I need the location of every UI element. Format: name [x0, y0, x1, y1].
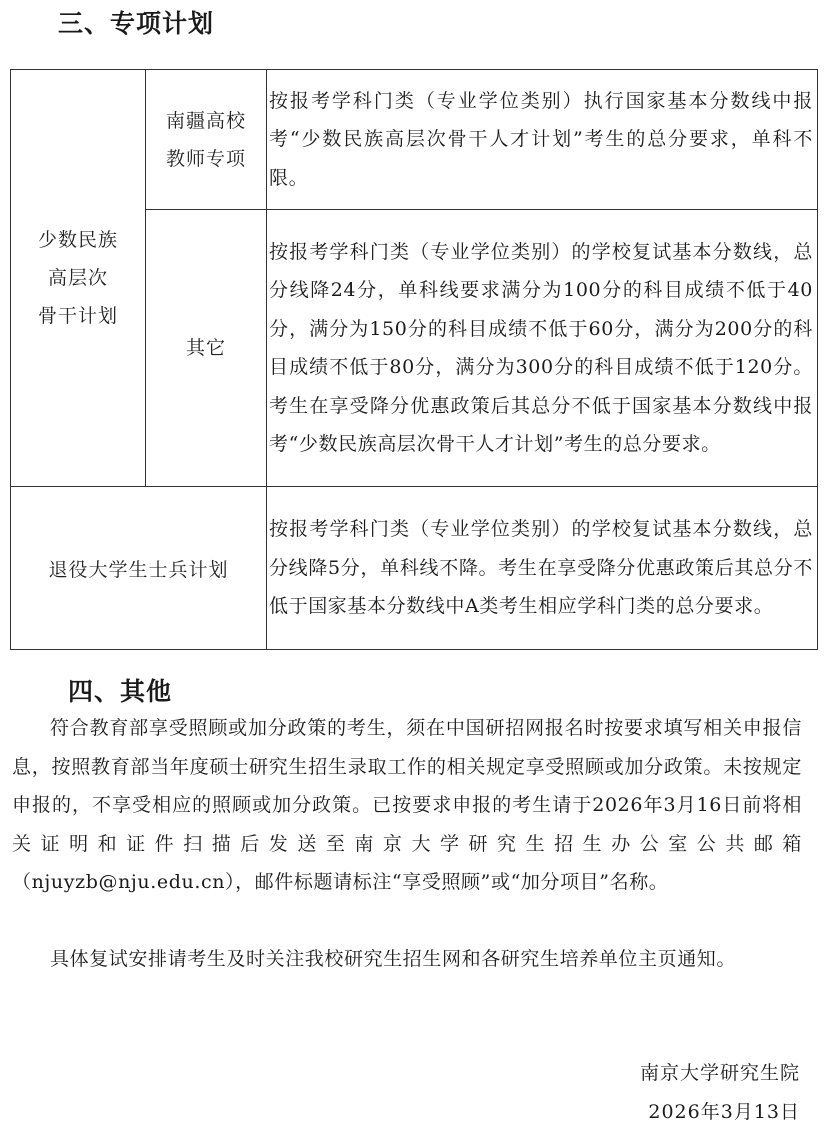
- table-row: [11, 70, 818, 210]
- signature-org: 南京大学研究生院: [639, 1062, 800, 1084]
- other-paragraph-2: 具体复试安排请考生及时关注我校研究生招生网和各研究生培养单位主页通知。: [50, 948, 737, 970]
- subcategory-cell-other: [146, 210, 267, 487]
- requirement-cell: 按报考学科门类（专业学位类别）的学校复试基本分数线，总分线降24分，单科线要求满分为100分的科目成绩不低于40分，满分为150分的科目成绩不低于60分，满分为200分的科目成绩不低于80分，满分为300分的科目成绩不低于120分。考生在享受降分优惠政策后其总分不低于国家基本分数线中报考“少数民族高层次骨干人才计划”考生的总分要求。: [267, 210, 818, 487]
- category-line: 少数民族: [37, 229, 118, 251]
- subcategory-cell-south-xinjiang: [146, 70, 267, 210]
- subcategory-label: 其它: [185, 337, 226, 359]
- subcategory-line: 南疆高校: [165, 109, 246, 132]
- signature-date: 2026年3月13日: [648, 1101, 800, 1123]
- subcategory-line: 教师专项: [165, 147, 246, 170]
- requirement-cell: 按报考学科门类（专业学位类别）执行国家基本分数线中报考“少数民族高层次骨干人才计划”考生的总分要求，单科不限。: [267, 70, 818, 210]
- requirement-cell: 按报考学科门类（专业学位类别）的学校复试基本分数线，总分线降5分，单科线不降。考生在享受降分优惠政策后其总分不低于国家基本分数线中A类考生相应学科门类的总分要求。: [267, 487, 818, 650]
- section-3-heading: 三、专项计划: [58, 9, 215, 38]
- table-row: [11, 487, 818, 650]
- section-4-heading: 四、其他: [68, 677, 173, 706]
- category-cell-minority-plan: [11, 70, 146, 487]
- other-paragraph-1: 符合教育部享受照顾或加分政策的考生，须在中国研招网报名时按要求填写相关申报信息，按照教育部当年度硕士研究生招生录取工作的相关规定享受照顾或加分政策。未按规定申报的，不享受相应的照顾或加分政策。已按要求申报的考生请于2026年3月16日前将相关证明和证件扫描后发送至南京大学研究生招生办公室公共邮箱（njuyzb@nju.edu.cn），邮件标题请标注“享受照顾”或“加分项目”名称。: [12, 717, 802, 893]
- special-plan-table: [10, 69, 818, 650]
- category-line: 高层次: [47, 267, 108, 289]
- category-line: 骨干计划: [37, 305, 118, 327]
- category-cell-veteran-plan: 退役大学生士兵计划: [11, 487, 267, 650]
